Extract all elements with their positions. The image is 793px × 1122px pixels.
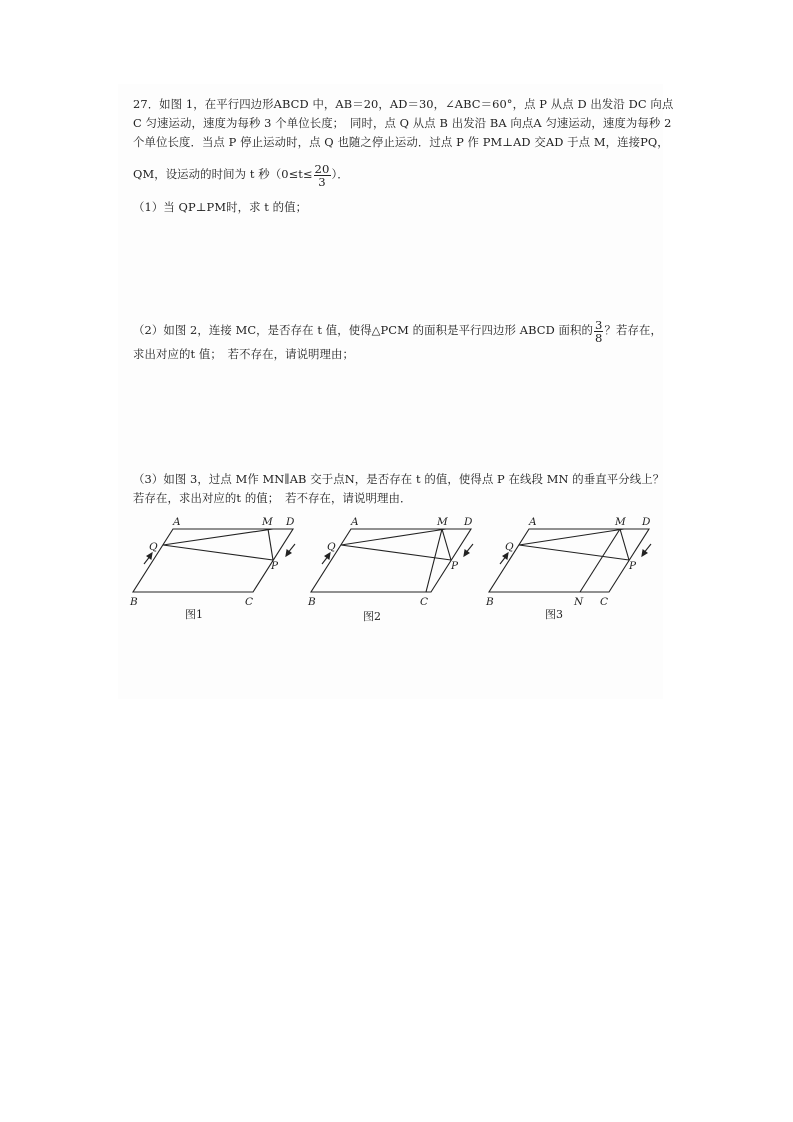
- figure-2: [306, 512, 486, 632]
- figure-3-diagram: [484, 512, 664, 632]
- segment-pm: [268, 529, 273, 560]
- label-a: A: [351, 516, 359, 528]
- fraction-numerator: 3: [595, 317, 603, 332]
- arrow-p-head: [464, 550, 469, 556]
- problem-line-1: 27．如图 1，在平行四边形ABCD 中，AB＝20，AD＝30，∠ABC＝60°，点 P 从点 D 出发沿 DC 向点: [133, 97, 674, 111]
- label-b: B: [486, 596, 494, 608]
- label-b: B: [130, 596, 138, 608]
- arrow-q-head: [503, 553, 508, 559]
- part-2-prefix: （2）如图 2，连接 MC，是否存在 t 值，使得△PCM 的面积是平行四边形 ABCD 面积的: [133, 323, 593, 337]
- segment-pm: [620, 529, 629, 560]
- time-range-fraction: [314, 163, 331, 188]
- label-q: Q: [149, 541, 158, 553]
- fraction-numerator: 20: [314, 161, 330, 176]
- part-2-suffix: ？若存在，: [604, 323, 662, 337]
- label-b: B: [308, 596, 316, 608]
- figure-3-caption: 图3: [545, 608, 563, 621]
- label-d: D: [464, 516, 473, 528]
- arrow-p-head: [642, 550, 647, 556]
- arrow-q-head: [325, 553, 330, 559]
- fraction-denominator: 3: [318, 174, 326, 189]
- segment-mn: [580, 529, 620, 592]
- label-c: C: [600, 596, 609, 608]
- fraction-denominator: 8: [595, 330, 603, 345]
- parallelogram-abcd: [311, 529, 471, 592]
- figure-3: [484, 512, 664, 632]
- area-ratio-fraction: [594, 319, 603, 344]
- label-q: Q: [505, 541, 514, 553]
- figure-2-diagram: [306, 512, 486, 632]
- figure-2-caption: 图2: [363, 610, 381, 623]
- parallelogram-abcd: [489, 529, 649, 592]
- label-p: P: [451, 560, 459, 572]
- segment-qm: [341, 529, 446, 545]
- label-d: D: [286, 516, 295, 528]
- label-m: M: [262, 516, 273, 528]
- label-a: A: [173, 516, 181, 528]
- label-n: N: [574, 596, 584, 608]
- part-2-question-line-2: 求出对应的t 值； 若不存在，请说明理由；: [133, 347, 355, 361]
- label-m: M: [615, 516, 626, 528]
- segment-qm: [163, 529, 273, 545]
- problem-line-3: 个单位长度．当点 P 停止运动时，点 Q 也随之停止运动．过点 P 作 PM⊥AD 交AD 于点 M，连接PQ，: [133, 135, 669, 149]
- label-d: D: [642, 516, 651, 528]
- part-2-question-line-1: [133, 316, 662, 344]
- part-1-question: （1）当 QP⊥PM时，求 t 的值；: [133, 200, 308, 214]
- label-p: P: [629, 560, 637, 572]
- figure-1-caption: 图1: [185, 608, 203, 621]
- arrow-p-head: [286, 550, 291, 556]
- label-q: Q: [327, 541, 336, 553]
- segment-mc: [426, 529, 442, 592]
- label-c: C: [245, 596, 254, 608]
- label-a: A: [529, 516, 537, 528]
- segment-qm: [519, 529, 624, 545]
- problem-line-4: [133, 160, 349, 188]
- figure-1-diagram: [128, 512, 308, 632]
- problem-line-4-suffix: ）．: [331, 167, 349, 181]
- label-c: C: [420, 596, 429, 608]
- segment-qp: [163, 545, 273, 560]
- segment-qp: [519, 545, 629, 560]
- label-m: M: [437, 516, 448, 528]
- figure-1: [128, 512, 308, 632]
- label-p: P: [271, 560, 279, 572]
- arrow-q-head: [147, 553, 152, 559]
- problem-line-2: C 匀速运动，速度为每秒 3 个单位长度； 同时，点 Q 从点 B 出发沿 BA 向点A 匀速运动，速度为每秒 2: [133, 116, 672, 130]
- segment-pm: [442, 529, 451, 560]
- problem-line-4-prefix: QM，设运动的时间为 t 秒（0≤t≤: [133, 167, 313, 181]
- part-3-question-line-1: （3）如图 3，过点 M作 MN∥AB 交于点N，是否存在 t 的值，使得点 P 在线段 MN 的垂直平分线上？: [133, 472, 665, 486]
- part-3-question-line-2: 若存在，求出对应的t 的值； 若不存在，请说明理由．: [133, 491, 412, 505]
